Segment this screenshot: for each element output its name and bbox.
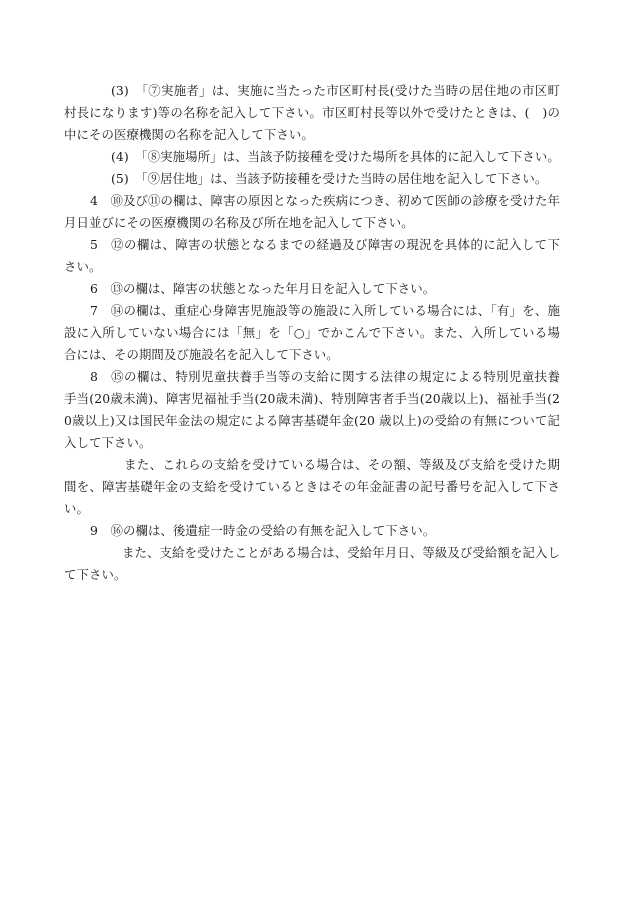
- paragraph-5-residence: (5) 「⑨居住地」は、当該予防接種を受けた当時の居住地を記入して下さい。: [111, 171, 548, 186]
- item-4: 4 ⑩及び⑪の欄は、障害の原因となった疾病につき、初めて医師の診療を受けた年月日並びにその医療機関の名称及び所在地を記入して下さい。: [64, 193, 560, 230]
- paragraph-4-place: (4) 「⑧実施場所」は、当該予防接種を受けた場所を具体的に記入して下さい。: [111, 149, 560, 164]
- paragraph-3-implementer: (3) 「⑦実施者」は、実施に当たった市区町村長(受けた当時の居住地の市区町村長になります)等の名称を記入して下さい。市区町村長等以外で受けたときは、( )の中にその医療機関の名称を記入して下さい。: [64, 83, 560, 142]
- item-6: 6 ⑬の欄は、障害の状態となった年月日を記入して下さい。: [90, 281, 436, 296]
- document-page: [64, 80, 560, 586]
- item-5: 5 ⑫の欄は、障害の状態となるまでの経過及び障害の現況を具体的に記入して下さい。: [64, 237, 560, 274]
- item-8-continuation: また、これらの支給を受けている場合は、その額、等級及び支給を受けた期間を、障害基礎年金の支給を受けているときはその年金証書の記号番号を記入して下さい。: [64, 457, 560, 516]
- item-9: 9 ⑯の欄は、後遺症一時金の受給の有無を記入して下さい。: [90, 523, 436, 538]
- item-9-continuation: また、支給を受けたことがある場合は、受給年月日、等級及び受給額を記入して下さい。: [64, 545, 560, 582]
- item-7: 7 ⑭の欄は、重症心身障害児施設等の施設に入所している場合には、「有」を、施設に入所していない場合には「無」を「○」でかこんで下さい。また、入所している場合には、その期間及び施設名を記入して下さい。: [64, 303, 560, 362]
- item-8: 8 ⑮の欄は、特別児童扶養手当等の支給に関する法律の規定による特別児童扶養手当(20歳未満)、障害児福祉手当(20歳未満)、特別障害者手当(20歳以上)、福祉手当(20歳以上)又は国民年金法の規定による障害基礎年金(20 歳以上)の受給の有無について記入して下さい。: [64, 369, 560, 450]
